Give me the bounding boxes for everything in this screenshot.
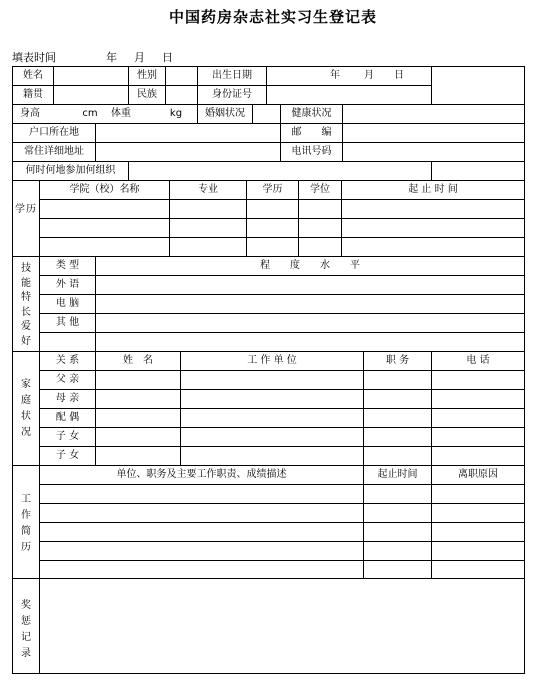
organization-label: 何时何地参加何组织 [25, 165, 116, 176]
awards-field[interactable] [40, 579, 524, 673]
phone-label: 电讯号码 [291, 146, 332, 157]
work-desc-header: 单位、职务及主要工作职责、成绩描述 [116, 469, 287, 480]
fill-month-label: 月 [134, 51, 145, 64]
family-member-spouse: 配 偶 [55, 412, 80, 423]
health-status-label: 健康状况 [291, 108, 332, 119]
postcode-label: 邮 编 [291, 127, 332, 138]
hukou-label: 户口所在地 [29, 127, 79, 138]
skill-other: 其 他 [55, 317, 80, 328]
family-name-header: 姓 名 [123, 355, 153, 366]
skills-side-label: 技能特长爱好 [21, 263, 31, 347]
skill-foreign-language: 外 语 [55, 279, 80, 290]
fill-year-label: 年 [106, 51, 117, 64]
height-unit: cm [82, 108, 98, 119]
fill-time-label: 填表时间 [12, 51, 56, 64]
address-field[interactable] [96, 143, 280, 161]
ethnicity-label: 民族 [137, 89, 157, 100]
birth-month-label: 月 [364, 70, 374, 81]
photo-area[interactable] [432, 67, 524, 104]
family-phone-header: 电 话 [466, 355, 490, 366]
work-side-label: 工作简历 [21, 494, 31, 553]
edu-school-header: 学院（校）名称 [69, 184, 140, 195]
family-member-child-1: 子 女 [55, 431, 80, 442]
edu-major-header: 专业 [198, 184, 218, 195]
family-member-mother: 母 亲 [55, 393, 80, 404]
skill-computer: 电 脑 [55, 298, 80, 309]
skill-type-header: 类 型 [55, 260, 80, 271]
native-place-label: 籍贯 [23, 89, 43, 100]
education-side-label: 学历 [15, 204, 37, 215]
hukou-field[interactable] [96, 124, 280, 142]
birth-day-label: 日 [394, 70, 404, 81]
edu-degree-header: 学位 [310, 184, 330, 195]
gender-field[interactable] [166, 67, 197, 85]
family-position-header: 职 务 [385, 355, 410, 366]
edu-period-header: 起 止 时 间 [408, 184, 458, 195]
id-number-label: 身份证号 [212, 89, 252, 100]
work-reason-header: 离职原因 [458, 469, 498, 480]
birth-date-label: 出生日期 [212, 70, 252, 81]
family-member-child-2: 子 女 [55, 450, 80, 461]
family-relation-header: 关 系 [55, 355, 80, 366]
marital-status-label: 婚姻状况 [205, 108, 245, 119]
address-label: 常住详细地址 [24, 146, 84, 157]
edu-level-header: 学历 [262, 184, 283, 195]
family-side-label: 家庭状况 [21, 379, 31, 438]
family-member-father: 父 亲 [55, 374, 80, 385]
name-label: 姓名 [23, 70, 43, 81]
page-title: 中国药房杂志社实习生登记表 [168, 8, 377, 26]
family-workplace-header: 工 作 单 位 [247, 355, 297, 366]
skill-level-header: 程 度 水 平 [260, 260, 360, 271]
id-number-field[interactable] [267, 86, 431, 104]
organization-field[interactable] [129, 162, 431, 180]
fill-day-label: 日 [162, 51, 173, 64]
awards-side-label: 奖惩记录 [21, 600, 31, 659]
height-label: 身高 [20, 108, 40, 119]
work-period-header: 起止时间 [377, 469, 418, 480]
weight-unit: kg [169, 108, 183, 119]
weight-label: 体重 [111, 108, 131, 119]
gender-label: 性别 [137, 70, 157, 81]
birth-year-label: 年 [330, 70, 340, 81]
name-field[interactable] [54, 67, 128, 85]
